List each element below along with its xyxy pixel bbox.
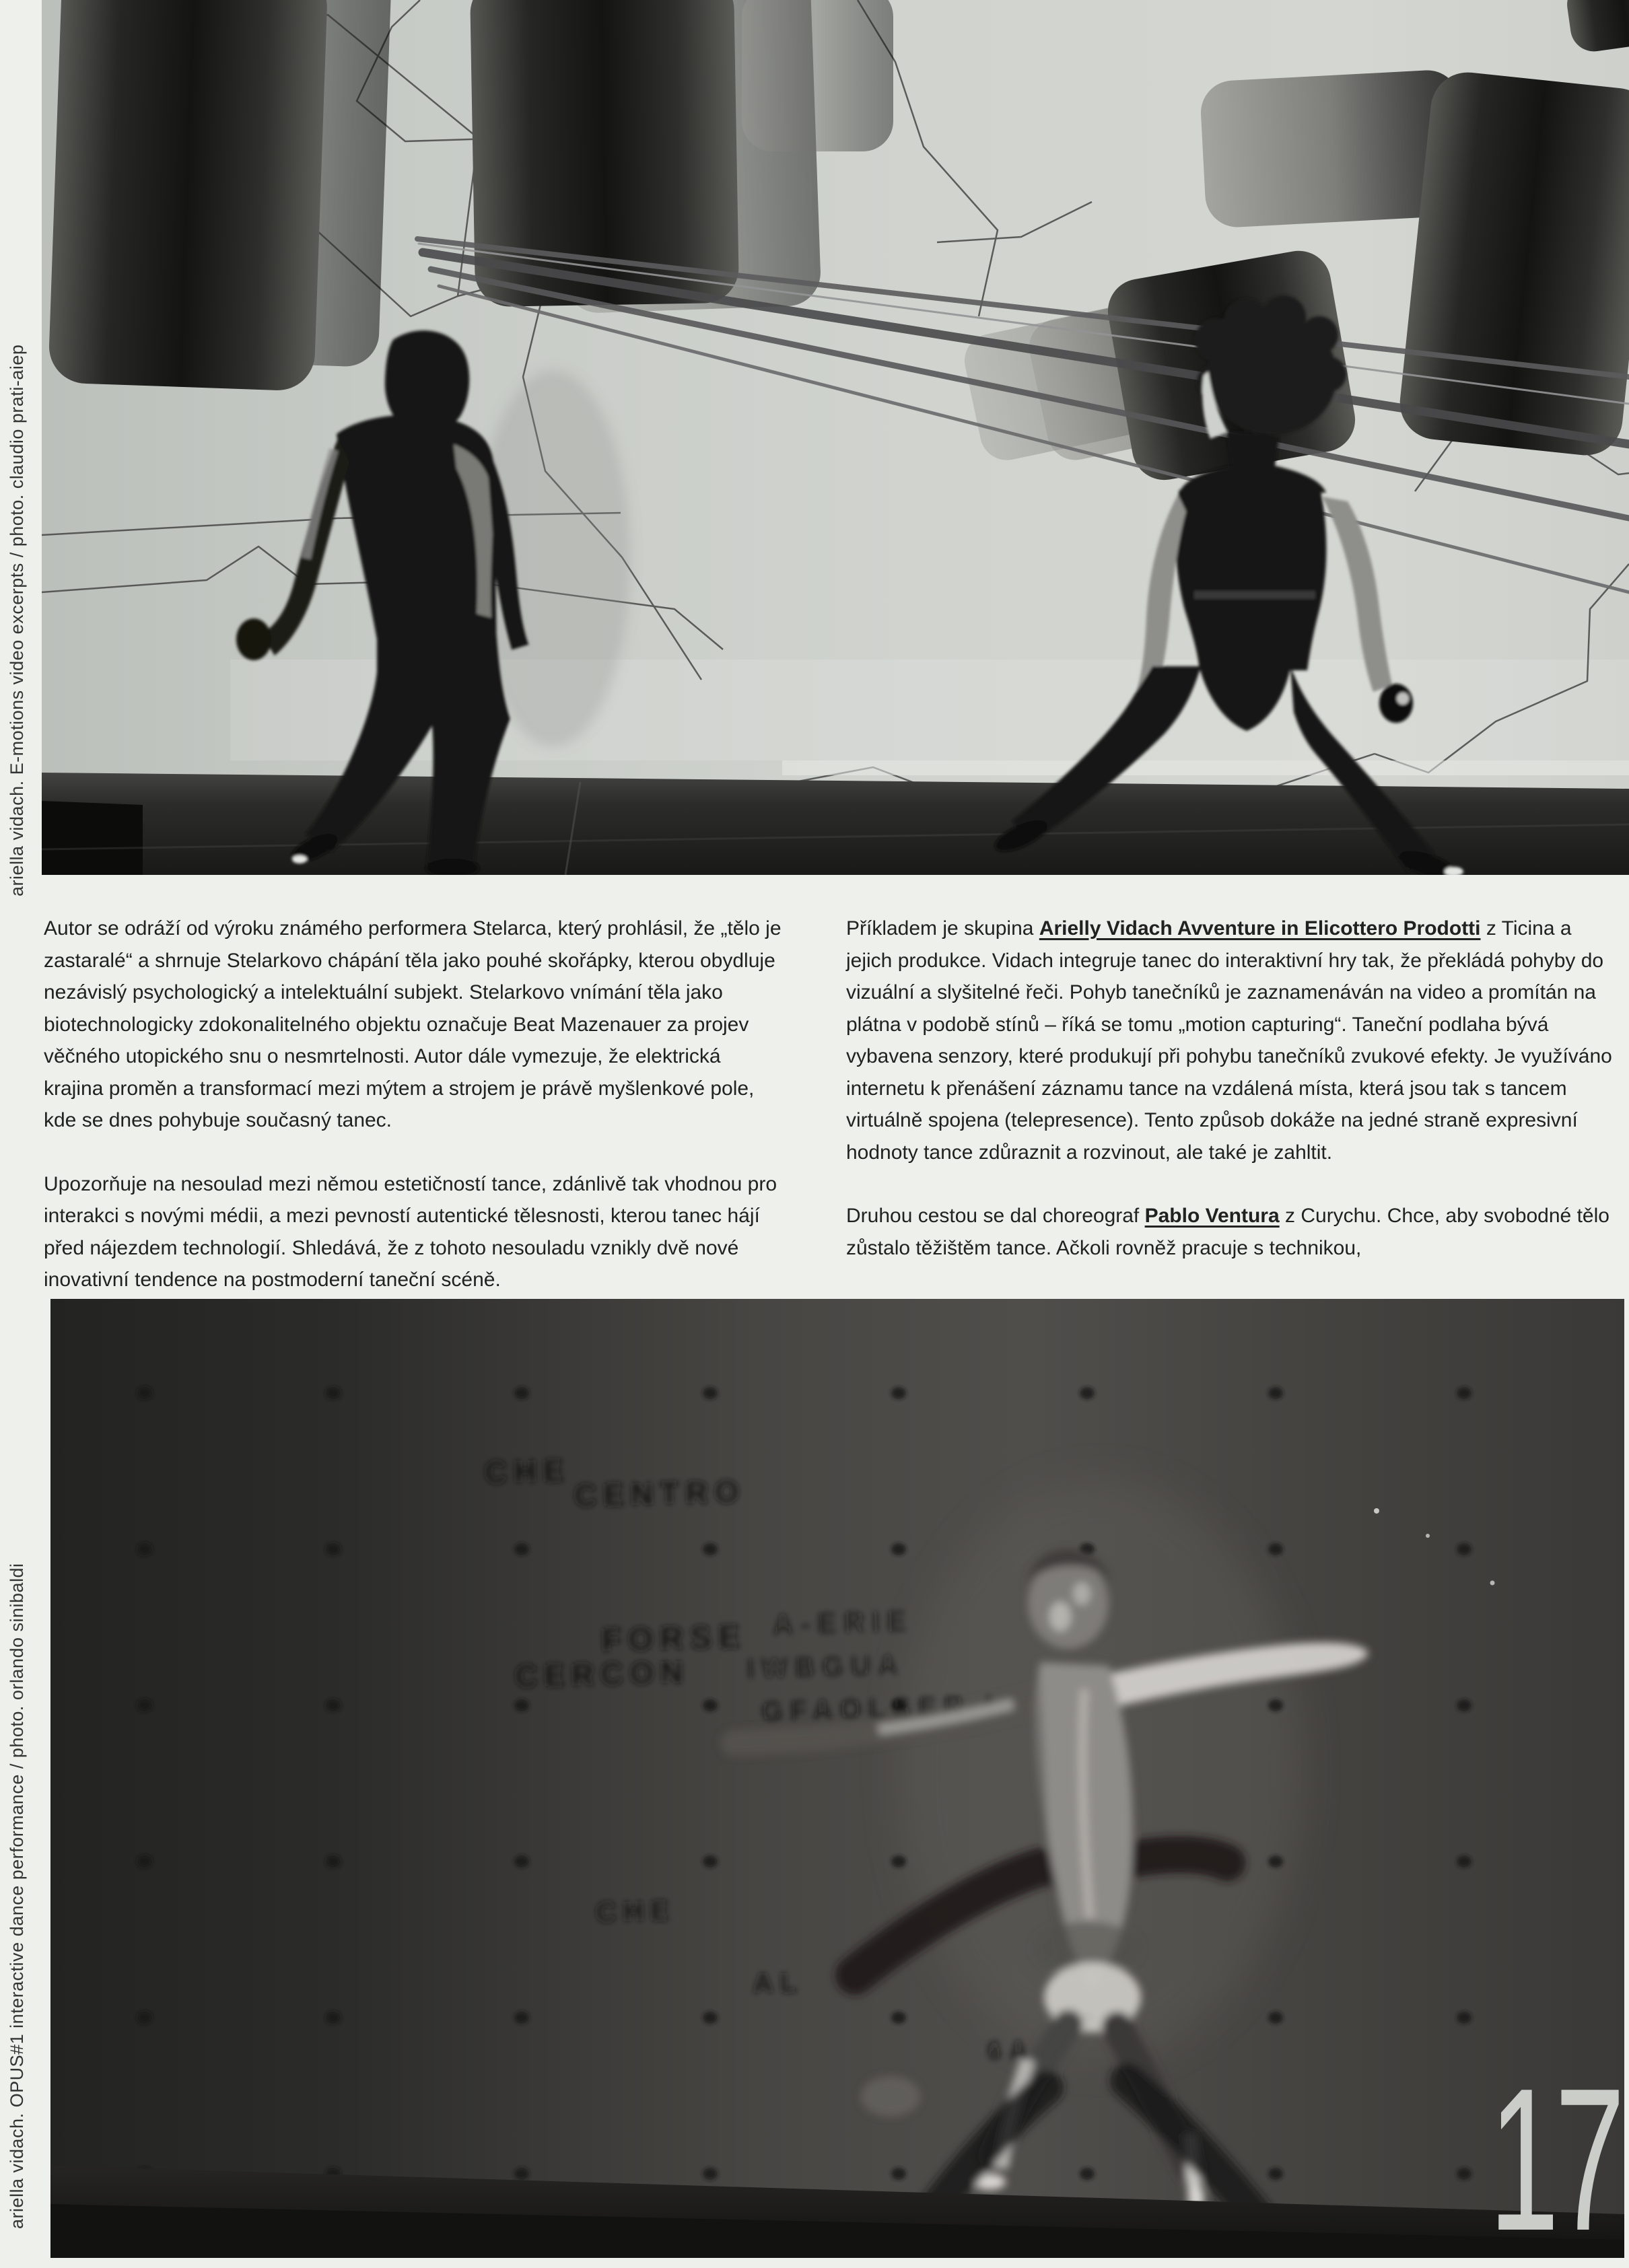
projected-word-cercon: CERCON (514, 1654, 691, 1694)
photo-emotions-duet (42, 0, 1629, 875)
link-arielly-vidach[interactable]: Arielly Vidach Avventure in Elicottero Prodotti (1039, 917, 1481, 940)
calibration-dot-grid (50, 1299, 1624, 2220)
photo-credit-top: ariella vidach. E-motions video excerpts / photo. claudio prati-aiep (7, 344, 27, 896)
text-segment: Příkladem je skupina (846, 917, 1039, 940)
link-pablo-ventura[interactable]: Pablo Ventura (1144, 1205, 1280, 1227)
projected-word-garbled-2: IWBGUA (746, 1648, 905, 1685)
projected-word-garbled-3: GFAOLSER I (761, 1689, 1000, 1728)
projected-word-centro: CENTRO (574, 1473, 747, 1514)
paragraph-ventura (846, 1200, 1617, 1264)
paragraph-stelarc: Autor se odráží od výroku známého performera Stelarca, který prohlásil, že „tělo je zastaralé“ a shrnuje Stelarkovo chápání těla jako pouhé skořápky, kterou obydluje nezávislý psychologický a intelektuální subjekt. Stelarkovo vnímání těla jako biotechnologicky zdokonalitelného objektu označuje Beat Mazenauer za projev věčného utopického snu o nesmrtelnosti. Autor dále vymezuje, že elektrická krajina proměn a transformací mezi mýtem a strojem je právě myšlenkové pole, kde se dnes pohybuje současný tanec. (44, 917, 782, 1131)
projected-word-che-1: CHE (484, 1452, 571, 1490)
photo-opus1-illustration (50, 1299, 1624, 2258)
article-column-right (846, 913, 1617, 1296)
projected-word-che-2: CHE (595, 1894, 677, 1928)
photo-credit-bottom: ariella vidach. OPUS#1 interactive dance performance / photo. orlando sinibaldi (7, 1563, 27, 2229)
projected-word-garbled-1: A-ERIE (771, 1604, 914, 1641)
page-number: 17 (1489, 2046, 1621, 2268)
projected-word-garbled-4: 6A (986, 2034, 1035, 2066)
projected-word-forse: FORSE (601, 1619, 747, 1659)
photo-opus1-performance (50, 1299, 1624, 2258)
photo-emotions-illustration (42, 0, 1629, 875)
text-segment: z Curychu. Chce, aby svobodné tělo zůstalo těžištěm tance. Ačkoli rovněž pracuje s technikou, (846, 1205, 1609, 1259)
article-column-left (44, 913, 784, 1328)
paragraph-vidach (846, 913, 1617, 1168)
projected-word-al: AL (752, 1966, 804, 1999)
paragraph-nesoulad: Upozorňuje na nesoulad mezi němou estetičností tance, zdánlivě tak vhodnou pro interakci s novými médii, a mezi pevností autentické tělesnosti, kterou tanec hájí před nájezdem technologií. Shledává, že z tohoto nesouladu vznikly dvě nové inovativní tendence na postmoderní taneční scéně. (44, 1172, 777, 1291)
text-segment: z Ticina a jejich produkce. Vidach integruje tanec do interaktivní hry tak, že překládá pohyby do vizuální a slyšitelné řeči. Pohyb tanečníků je zaznamenáván na video a promítán na plátna v podobě stínů – říká se tomu „motion capturing“. Taneční podlaha bývá vybavena senzory, které produkují při pohybu tanečníků zvukové efekty. Je využíváno internetu k přenášení záznamu tance na vzdálená místa, která jsou tak s tancem virtuálně spojena (telepresence). Tento způsob dokáže na jedné straně expresivní hodnoty tance zdůraznit a rozvinout, ale také je zahltit. (846, 917, 1612, 1164)
text-segment: Druhou cestou se dal choreograf (846, 1205, 1145, 1227)
